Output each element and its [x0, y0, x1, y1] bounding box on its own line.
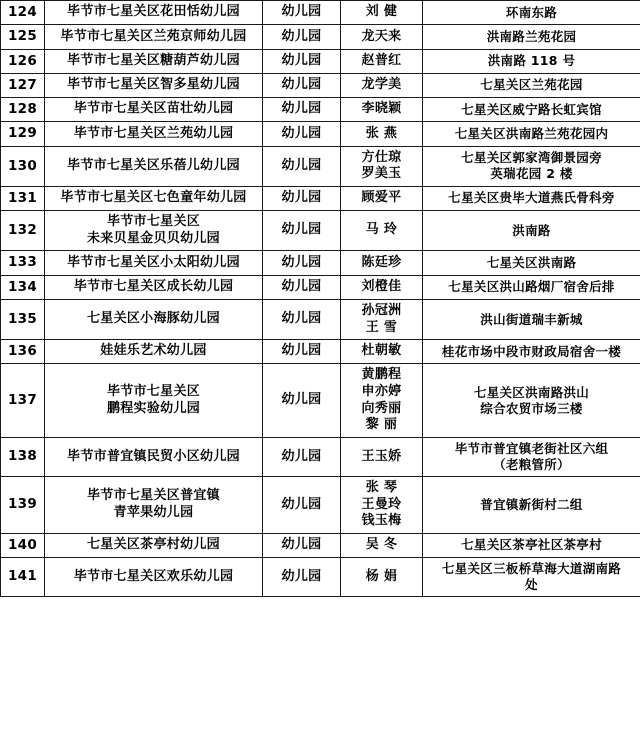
row-index-line: 127 [7, 76, 38, 93]
address [423, 275, 640, 299]
address [423, 558, 640, 597]
table-row [1, 340, 640, 364]
table-row [1, 25, 640, 49]
table-row [1, 49, 640, 73]
row-index [1, 49, 45, 73]
kindergarten-name [45, 49, 263, 73]
row-index [1, 146, 45, 186]
row-index-line: 134 [7, 278, 38, 295]
row-index-line: 140 [7, 536, 38, 553]
row-index-line: 136 [7, 343, 38, 360]
address-line: 七星关区贵毕大道燕氏骨科旁 [448, 190, 615, 206]
table-row [1, 1, 640, 25]
address-line: 七星关区洪南路兰苑花园内 [454, 125, 609, 141]
address [423, 437, 640, 476]
address [423, 364, 640, 438]
kindergarten-name [45, 98, 263, 122]
kindergarten-name [45, 1, 263, 25]
row-index-line: 135 [7, 310, 38, 327]
school-type-line: 幼儿园 [281, 537, 322, 553]
address [423, 186, 640, 210]
school-type [263, 533, 341, 557]
responsible-person-line: 罗美玉 [361, 166, 402, 182]
table-row [1, 211, 640, 251]
kindergarten-name [45, 364, 263, 438]
row-index-line: 124 [7, 4, 38, 20]
kindergarten-name [45, 73, 263, 97]
table-row [1, 251, 640, 275]
kindergarten-name-line: 毕节市七星关区七色童年幼儿园 [60, 190, 247, 206]
school-type [263, 122, 341, 146]
school-type-line: 幼儿园 [281, 190, 322, 206]
school-type-line: 幼儿园 [281, 125, 322, 141]
row-index-line: 126 [7, 52, 38, 69]
row-index-line: 125 [7, 28, 38, 45]
table-body [1, 1, 640, 597]
school-type [263, 340, 341, 364]
table-row [1, 558, 640, 597]
responsible-person-line: 黎 丽 [365, 417, 398, 433]
row-index [1, 275, 45, 299]
table-row [1, 476, 640, 533]
address [423, 146, 640, 186]
row-index [1, 122, 45, 146]
responsible-person-line: 向秀丽 [361, 400, 402, 416]
kindergarten-name-line: 毕节市七星关区小太阳幼儿园 [67, 254, 240, 270]
kindergarten-name-line: 毕节市七星关区苗壮幼儿园 [73, 101, 234, 117]
responsible-person-line: 龙天来 [361, 28, 402, 44]
school-type [263, 211, 341, 251]
responsible-person-line: 王玉娇 [361, 448, 402, 464]
responsible-person-line: 陈廷珍 [361, 254, 402, 270]
responsible-person-line: 龙学美 [361, 77, 402, 93]
row-index [1, 1, 45, 25]
address-line: 洪南路 118 号 [487, 53, 576, 69]
responsible-person [341, 211, 423, 251]
address-line: 七星关区三板桥草海大道湖南路 [441, 561, 622, 577]
responsible-person-line: 张 琴 [365, 479, 398, 495]
responsible-person [341, 122, 423, 146]
responsible-person-line: 方仕琼 [361, 149, 402, 165]
responsible-person-line: 顾爱平 [361, 190, 402, 206]
address [423, 122, 640, 146]
row-index [1, 533, 45, 557]
kindergarten-name [45, 25, 263, 49]
table-row [1, 146, 640, 186]
table-row [1, 122, 640, 146]
row-index-line: 130 [7, 157, 38, 174]
row-index-line: 132 [7, 222, 38, 239]
address-line: 环南东路 [505, 4, 558, 20]
school-type [263, 275, 341, 299]
responsible-person-line: 申亦婷 [361, 384, 402, 400]
school-type-line: 幼儿园 [281, 343, 322, 359]
responsible-person [341, 98, 423, 122]
kindergarten-name [45, 299, 263, 339]
school-type-line: 幼儿园 [281, 254, 322, 270]
kindergarten-name [45, 437, 263, 476]
row-index [1, 98, 45, 122]
address [423, 25, 640, 49]
school-type-line: 幼儿园 [281, 568, 322, 584]
responsible-person-line: 杨 娟 [365, 568, 398, 584]
row-index [1, 476, 45, 533]
responsible-person [341, 275, 423, 299]
address-line: 英瑞花园 2 楼 [490, 166, 573, 182]
kindergarten-name-line: 毕节市七星关区兰苑京师幼儿园 [60, 28, 247, 44]
row-index-line: 131 [7, 189, 38, 206]
school-type-line: 幼儿园 [281, 157, 322, 173]
kindergarten-name [45, 146, 263, 186]
address-line: 七星关区洪南路 [486, 254, 577, 270]
school-type [263, 558, 341, 597]
kindergarten-name-line: 娃娃乐艺术幼儿园 [100, 343, 207, 359]
kindergarten-name-line: 毕节市七星关区乐蓓儿幼儿园 [67, 157, 240, 173]
responsible-person-line: 李晓颖 [361, 101, 402, 117]
kindergarten-name [45, 211, 263, 251]
address [423, 49, 640, 73]
school-type-line: 幼儿园 [281, 101, 322, 117]
kindergarten-name [45, 533, 263, 557]
kindergarten-name [45, 122, 263, 146]
kindergarten-name-line: 毕节市七星关区 [106, 384, 201, 400]
responsible-person-line: 王曼玲 [361, 496, 402, 512]
address [423, 211, 640, 251]
responsible-person [341, 437, 423, 476]
row-index [1, 340, 45, 364]
school-type [263, 98, 341, 122]
table-row [1, 437, 640, 476]
address-line: 桂花市场中段市财政局宿舍一楼 [441, 343, 622, 359]
row-index-line: 141 [7, 568, 38, 585]
address-line: 七星关区茶亭社区茶亭村 [461, 537, 602, 553]
kindergarten-name-line: 毕节市七星关区 [106, 214, 201, 230]
row-index [1, 299, 45, 339]
address [423, 299, 640, 339]
school-type [263, 146, 341, 186]
table-row [1, 299, 640, 339]
responsible-person [341, 73, 423, 97]
school-type [263, 25, 341, 49]
address-line: 洪山街道瑞丰新城 [480, 311, 583, 327]
row-index-line: 128 [7, 101, 38, 118]
school-type [263, 49, 341, 73]
responsible-person-line: 张 燕 [365, 125, 398, 141]
school-type [263, 299, 341, 339]
school-type [263, 437, 341, 476]
kindergarten-name-line: 毕节市普宜镇民贸小区幼儿园 [67, 448, 240, 464]
kindergarten-name-line: 毕节市七星关区智多星幼儿园 [67, 77, 240, 93]
address [423, 73, 640, 97]
school-type-line: 幼儿园 [281, 311, 322, 327]
responsible-person-line: 杜朝敏 [361, 343, 402, 359]
responsible-person-line: 孙冠洲 [361, 302, 402, 318]
row-index-line: 133 [7, 254, 38, 271]
kindergarten-name-line: 七星关区茶亭村幼儿园 [86, 537, 220, 553]
address-line: 七星关区郭家湾御景园旁 [461, 150, 602, 166]
school-type-line: 幼儿园 [281, 77, 322, 93]
school-type [263, 73, 341, 97]
school-type-line: 幼儿园 [281, 222, 322, 238]
school-type [263, 186, 341, 210]
responsible-person [341, 299, 423, 339]
responsible-person [341, 25, 423, 49]
responsible-person [341, 476, 423, 533]
row-index [1, 437, 45, 476]
kindergarten-name [45, 251, 263, 275]
row-index [1, 211, 45, 251]
responsible-person [341, 340, 423, 364]
kindergarten-name-line: 毕节市七星关区花田恬幼儿园 [67, 4, 240, 20]
school-type [263, 251, 341, 275]
address [423, 1, 640, 25]
kindergarten-name-line: 毕节市七星关区糖葫芦幼儿园 [67, 52, 240, 68]
row-index [1, 364, 45, 438]
kindergarten-name [45, 558, 263, 597]
responsible-person-line: 王 雪 [365, 319, 398, 335]
table-row [1, 73, 640, 97]
responsible-person [341, 533, 423, 557]
school-type-line: 幼儿园 [281, 4, 322, 20]
address-line: 七星关区洪山路烟厂宿舍后排 [448, 279, 615, 295]
kindergarten-name-line: 毕节市七星关区兰苑幼儿园 [73, 125, 234, 141]
row-index [1, 186, 45, 210]
kindergarten-name-line: 青苹果幼儿园 [113, 504, 194, 520]
kindergarten-name-line: 鹏程实验幼儿园 [106, 400, 201, 416]
table-row [1, 186, 640, 210]
row-index [1, 251, 45, 275]
table-row [1, 533, 640, 557]
school-type-line: 幼儿园 [281, 28, 322, 44]
responsible-person-line: 刘 健 [365, 4, 398, 20]
responsible-person [341, 251, 423, 275]
address-line: 综合农贸市场三楼 [480, 400, 583, 416]
responsible-person-line: 吴 冬 [365, 537, 398, 553]
address-line: （老粮管所） [493, 456, 570, 472]
row-index [1, 558, 45, 597]
responsible-person [341, 146, 423, 186]
row-index-line: 129 [7, 125, 38, 142]
address [423, 533, 640, 557]
kindergarten-name-line: 毕节市七星关区欢乐幼儿园 [73, 568, 234, 584]
kindergarten-name-line: 未来贝星金贝贝幼儿园 [86, 230, 220, 246]
address [423, 340, 640, 364]
address-line: 毕节市普宜镇老街社区六组 [454, 440, 609, 456]
responsible-person [341, 1, 423, 25]
row-index [1, 25, 45, 49]
row-index [1, 73, 45, 97]
school-type-line: 幼儿园 [281, 278, 322, 294]
responsible-person-line: 钱玉梅 [361, 513, 402, 529]
address-line: 洪南路 [512, 222, 551, 238]
address-line: 处 [525, 577, 538, 593]
address-line: 七星关区威宁路长虹宾馆 [461, 101, 602, 117]
school-type [263, 364, 341, 438]
responsible-person [341, 558, 423, 597]
school-type-line: 幼儿园 [281, 448, 322, 464]
school-type [263, 476, 341, 533]
kindergarten-name [45, 340, 263, 364]
address-line: 普宜镇新街村二组 [480, 496, 583, 512]
kindergarten-name [45, 476, 263, 533]
table-row [1, 275, 640, 299]
table-row [1, 364, 640, 438]
school-type [263, 1, 341, 25]
responsible-person-line: 黄鹏程 [361, 367, 402, 383]
kindergarten-name [45, 275, 263, 299]
responsible-person-line: 刘橙佳 [361, 278, 402, 294]
address-line: 七星关区兰苑花园 [480, 77, 583, 93]
table-row [1, 98, 640, 122]
row-index-line: 138 [7, 448, 38, 465]
school-type-line: 幼儿园 [281, 496, 322, 512]
responsible-person [341, 49, 423, 73]
address [423, 251, 640, 275]
kindergarten-name-line: 毕节市七星关区成长幼儿园 [73, 278, 234, 294]
responsible-person [341, 186, 423, 210]
kindergarten-name-line: 七星关区小海豚幼儿园 [86, 311, 220, 327]
address [423, 98, 640, 122]
kindergarten-name-line: 毕节市七星关区普宜镇 [86, 488, 220, 504]
responsible-person [341, 364, 423, 438]
row-index-line: 139 [7, 496, 38, 513]
responsible-person-line: 马 玲 [365, 222, 398, 238]
kindergarten-name [45, 186, 263, 210]
school-type-line: 幼儿园 [281, 52, 322, 68]
responsible-person-line: 赵普红 [361, 52, 402, 68]
school-type-line: 幼儿园 [281, 392, 322, 408]
address-line: 七星关区洪南路洪山 [473, 384, 590, 400]
row-index-line: 137 [7, 392, 38, 409]
address [423, 476, 640, 533]
address-line: 洪南路兰苑花园 [486, 28, 577, 44]
